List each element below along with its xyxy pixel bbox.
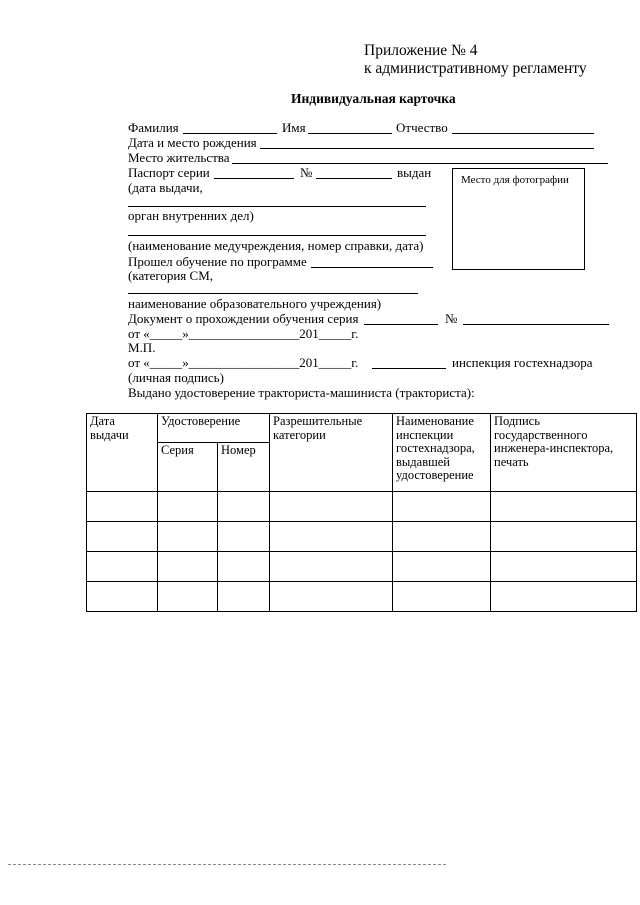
cell-categories[interactable] bbox=[270, 552, 393, 582]
cell-issue-date[interactable] bbox=[87, 492, 158, 522]
issued-label: выдан bbox=[397, 165, 432, 180]
cell-signature[interactable] bbox=[491, 522, 637, 552]
patronymic-line[interactable] bbox=[452, 133, 594, 134]
surname-line[interactable] bbox=[183, 133, 277, 134]
issue-date-label: (дата выдачи, bbox=[128, 180, 203, 195]
category-line[interactable] bbox=[128, 293, 418, 294]
certificates-table bbox=[86, 413, 637, 612]
residence-line[interactable] bbox=[232, 163, 608, 164]
cell-inspection[interactable] bbox=[393, 582, 491, 612]
header-categories: Разрешительные категории bbox=[270, 414, 393, 492]
cell-categories[interactable] bbox=[270, 492, 393, 522]
cell-signature[interactable] bbox=[491, 582, 637, 612]
table-row bbox=[87, 522, 637, 552]
category-label: (категория СМ, bbox=[128, 268, 214, 283]
photo-box-label: Место для фотографии bbox=[461, 174, 569, 186]
cell-issue-date[interactable] bbox=[87, 522, 158, 552]
cell-categories[interactable] bbox=[270, 522, 393, 552]
header-certificate: Удостоверение bbox=[158, 414, 270, 443]
medical-line[interactable] bbox=[128, 235, 426, 236]
cell-signature[interactable] bbox=[491, 552, 637, 582]
document-number-line[interactable] bbox=[463, 324, 609, 325]
document-label: Документ о прохождении обучения серия bbox=[128, 311, 359, 326]
photo-box[interactable] bbox=[452, 168, 585, 270]
appendix-subtitle: к административному регламенту bbox=[364, 60, 587, 77]
cell-series[interactable] bbox=[158, 582, 218, 612]
cell-number[interactable] bbox=[218, 582, 270, 612]
cell-number[interactable] bbox=[218, 492, 270, 522]
inspection-label: инспекция гостехнадзора bbox=[452, 355, 593, 370]
patronymic-label: Отчество bbox=[396, 120, 448, 135]
header-series: Серия bbox=[158, 443, 218, 492]
cell-number[interactable] bbox=[218, 552, 270, 582]
name-line[interactable] bbox=[308, 133, 392, 134]
passport-series-label: Паспорт серии bbox=[128, 165, 210, 180]
cell-issue-date[interactable] bbox=[87, 582, 158, 612]
cell-inspection[interactable] bbox=[393, 522, 491, 552]
cell-issue-date[interactable] bbox=[87, 552, 158, 582]
medical-label: (наименование медучреждения, номер справки, дата) bbox=[128, 238, 424, 253]
cell-inspection[interactable] bbox=[393, 492, 491, 522]
page-title: Индивидуальная карточка bbox=[291, 91, 456, 106]
surname-label: Фамилия bbox=[128, 120, 179, 135]
document-series-line[interactable] bbox=[364, 324, 438, 325]
header-issue-date: Дата выдачи bbox=[87, 414, 158, 492]
passport-number-sign: № bbox=[300, 165, 313, 180]
scan-artifact-line bbox=[8, 864, 446, 865]
table-row bbox=[87, 492, 637, 522]
table-row bbox=[87, 582, 637, 612]
cell-series[interactable] bbox=[158, 492, 218, 522]
residence-label: Место жительства bbox=[128, 150, 230, 165]
cell-inspection[interactable] bbox=[393, 552, 491, 582]
cell-categories[interactable] bbox=[270, 582, 393, 612]
issue-date-line[interactable] bbox=[128, 206, 426, 207]
inspection-line[interactable] bbox=[372, 368, 446, 369]
inspection-date: от «_____»_________________201_____г. bbox=[128, 355, 359, 370]
appendix-number: Приложение № 4 bbox=[364, 42, 478, 59]
header-number: Номер bbox=[218, 443, 270, 492]
header-signature: Подпись государственного инженера-инспектора, печать bbox=[491, 414, 637, 492]
institution-label: наименование образовательного учреждения) bbox=[128, 296, 382, 311]
issued-certificate-label: Выдано удостоверение тракториста-машиниста (тракториста): bbox=[128, 385, 475, 400]
passport-series-line[interactable] bbox=[214, 178, 294, 179]
training-line[interactable] bbox=[311, 267, 433, 268]
passport-number-line[interactable] bbox=[316, 178, 392, 179]
document-date: от «_____»_________________201_____г. bbox=[128, 326, 359, 341]
birth-line[interactable] bbox=[260, 148, 594, 149]
name-label: Имя bbox=[282, 120, 306, 135]
training-label: Прошел обучение по программе bbox=[128, 254, 307, 269]
cell-series[interactable] bbox=[158, 552, 218, 582]
document-number-sign: № bbox=[445, 311, 458, 326]
signature-label: (личная подпись) bbox=[128, 370, 224, 385]
table-row bbox=[87, 552, 637, 582]
header-inspection: Наименование инспекции гостехнадзора, выдавшей удостоверение bbox=[393, 414, 491, 492]
cell-number[interactable] bbox=[218, 522, 270, 552]
authority-label: орган внутренних дел) bbox=[128, 208, 254, 223]
cell-signature[interactable] bbox=[491, 492, 637, 522]
cell-series[interactable] bbox=[158, 522, 218, 552]
birth-label: Дата и место рождения bbox=[128, 135, 257, 150]
stamp-place-label: М.П. bbox=[128, 340, 156, 355]
